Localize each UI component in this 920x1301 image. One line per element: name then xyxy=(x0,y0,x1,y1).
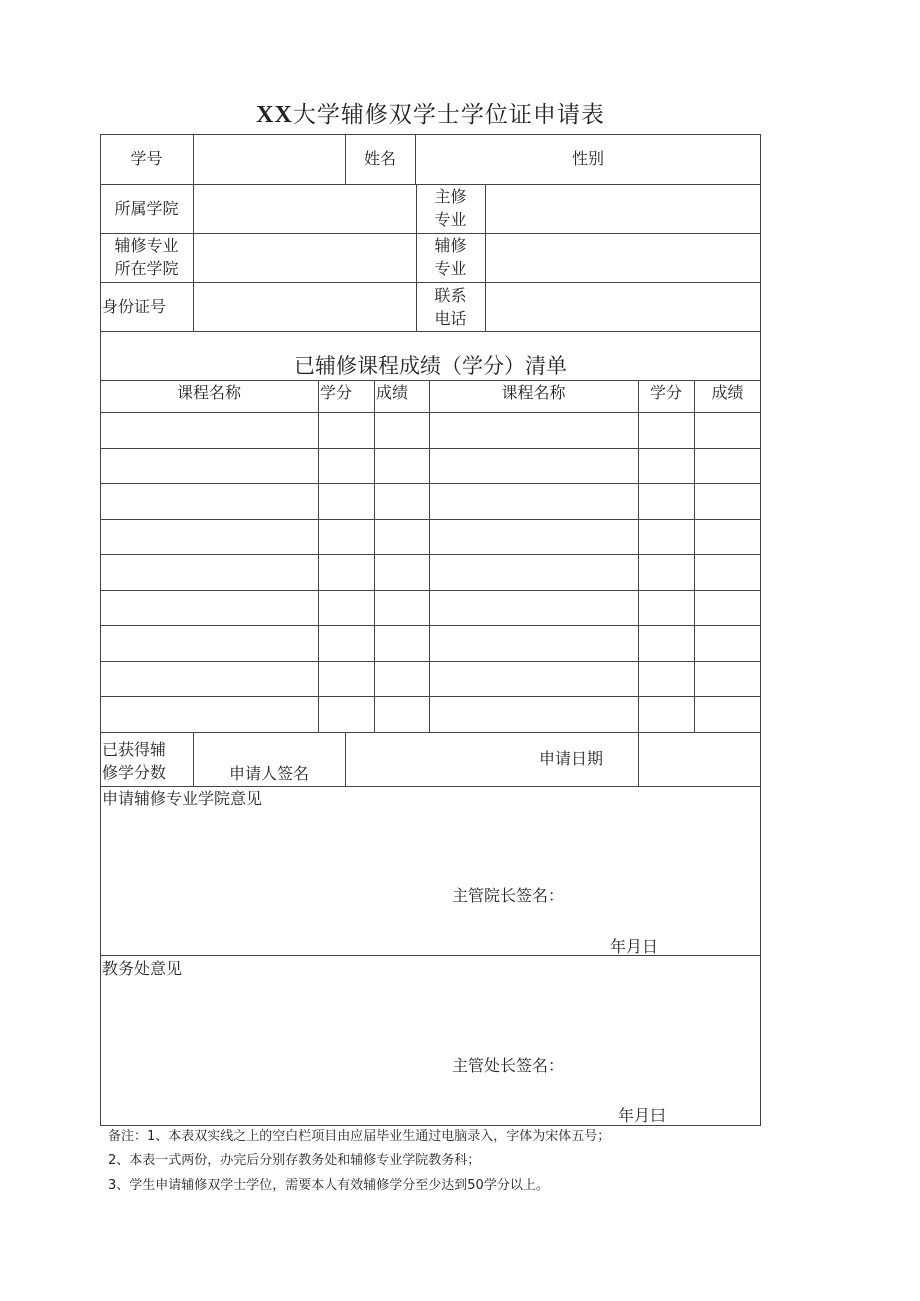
college-opinion-date: 年月日 xyxy=(610,937,659,956)
phone-label-line2: 电话 xyxy=(434,309,467,328)
college-label: 所属学院 xyxy=(114,199,179,218)
earned-credits-label-line1: 已获得辅 xyxy=(102,740,167,759)
minor-label-line1: 辅修 xyxy=(434,236,467,255)
course-name-header: 课程名称 xyxy=(176,383,241,402)
student-id-label: 学号 xyxy=(130,149,163,168)
row-divider xyxy=(100,625,761,626)
row-divider xyxy=(100,696,761,697)
col-divider xyxy=(638,380,639,732)
score-header: 成绩 xyxy=(376,383,409,402)
col-divider xyxy=(193,184,194,331)
name-label: 姓名 xyxy=(363,149,396,168)
course-name-header-2: 课程名称 xyxy=(501,383,566,402)
director-signature-label: 主管处长签名： xyxy=(452,1056,565,1075)
course-section-title: 已辅修课程成绩（学分）清单 xyxy=(294,354,567,378)
col-divider xyxy=(694,380,695,732)
row-divider xyxy=(100,955,761,956)
col-divider xyxy=(193,134,194,184)
row-divider xyxy=(100,590,761,591)
minor-label-line2: 专业 xyxy=(434,259,467,278)
office-opinion-label: 教务处意见 xyxy=(102,959,183,978)
credit-header: 学分 xyxy=(320,383,353,402)
col-divider xyxy=(345,732,346,786)
col-divider xyxy=(429,380,430,732)
col-divider xyxy=(485,184,486,331)
phone-label-line1: 联系 xyxy=(434,286,467,305)
row-divider xyxy=(100,412,761,413)
note-3: 3、学生申请辅修双学士学位，需要本人有效辅修学分至少达到50学分以上。 xyxy=(108,1178,549,1193)
page-title: XX大学辅修双学士学位证申请表 xyxy=(256,102,605,128)
applicant-signature-label: 申请人签名 xyxy=(228,764,309,783)
office-opinion-date: 年月曰 xyxy=(618,1106,667,1125)
row-divider xyxy=(100,448,761,449)
id-number-label: 身份证号 xyxy=(102,297,167,316)
col-divider xyxy=(638,732,639,786)
score-header-2: 成绩 xyxy=(711,383,744,402)
row-divider xyxy=(100,732,761,733)
apply-date-label: 申请日期 xyxy=(539,749,604,768)
row-divider xyxy=(100,282,761,283)
note-1: 备注：1、本表双实线之上的空白栏项目由应届毕业生通过电脑录入，字体为宋体五号； xyxy=(108,1129,611,1144)
minor-college-label-line2: 所在学院 xyxy=(114,259,179,278)
major-label-line1: 主修 xyxy=(434,187,467,206)
gender-label: 性别 xyxy=(571,149,604,168)
row-divider xyxy=(100,519,761,520)
minor-college-label-line1: 辅修专业 xyxy=(114,236,179,255)
row-divider xyxy=(100,331,761,332)
major-label-line2: 专业 xyxy=(434,210,467,229)
credit-header-2: 学分 xyxy=(649,383,682,402)
row-divider xyxy=(100,483,761,484)
col-divider xyxy=(374,380,375,732)
row-divider xyxy=(100,554,761,555)
earned-credits-label-line2: 修学分数 xyxy=(102,763,167,782)
note-2: 2、本表一式两份，办完后分别存教务处和辅修专业学院教务科； xyxy=(108,1153,481,1168)
row-divider xyxy=(100,661,761,662)
dean-signature-label: 主管院长签名： xyxy=(452,886,565,905)
college-opinion-label: 申请辅修专业学院意见 xyxy=(102,789,263,808)
col-divider xyxy=(318,380,319,732)
